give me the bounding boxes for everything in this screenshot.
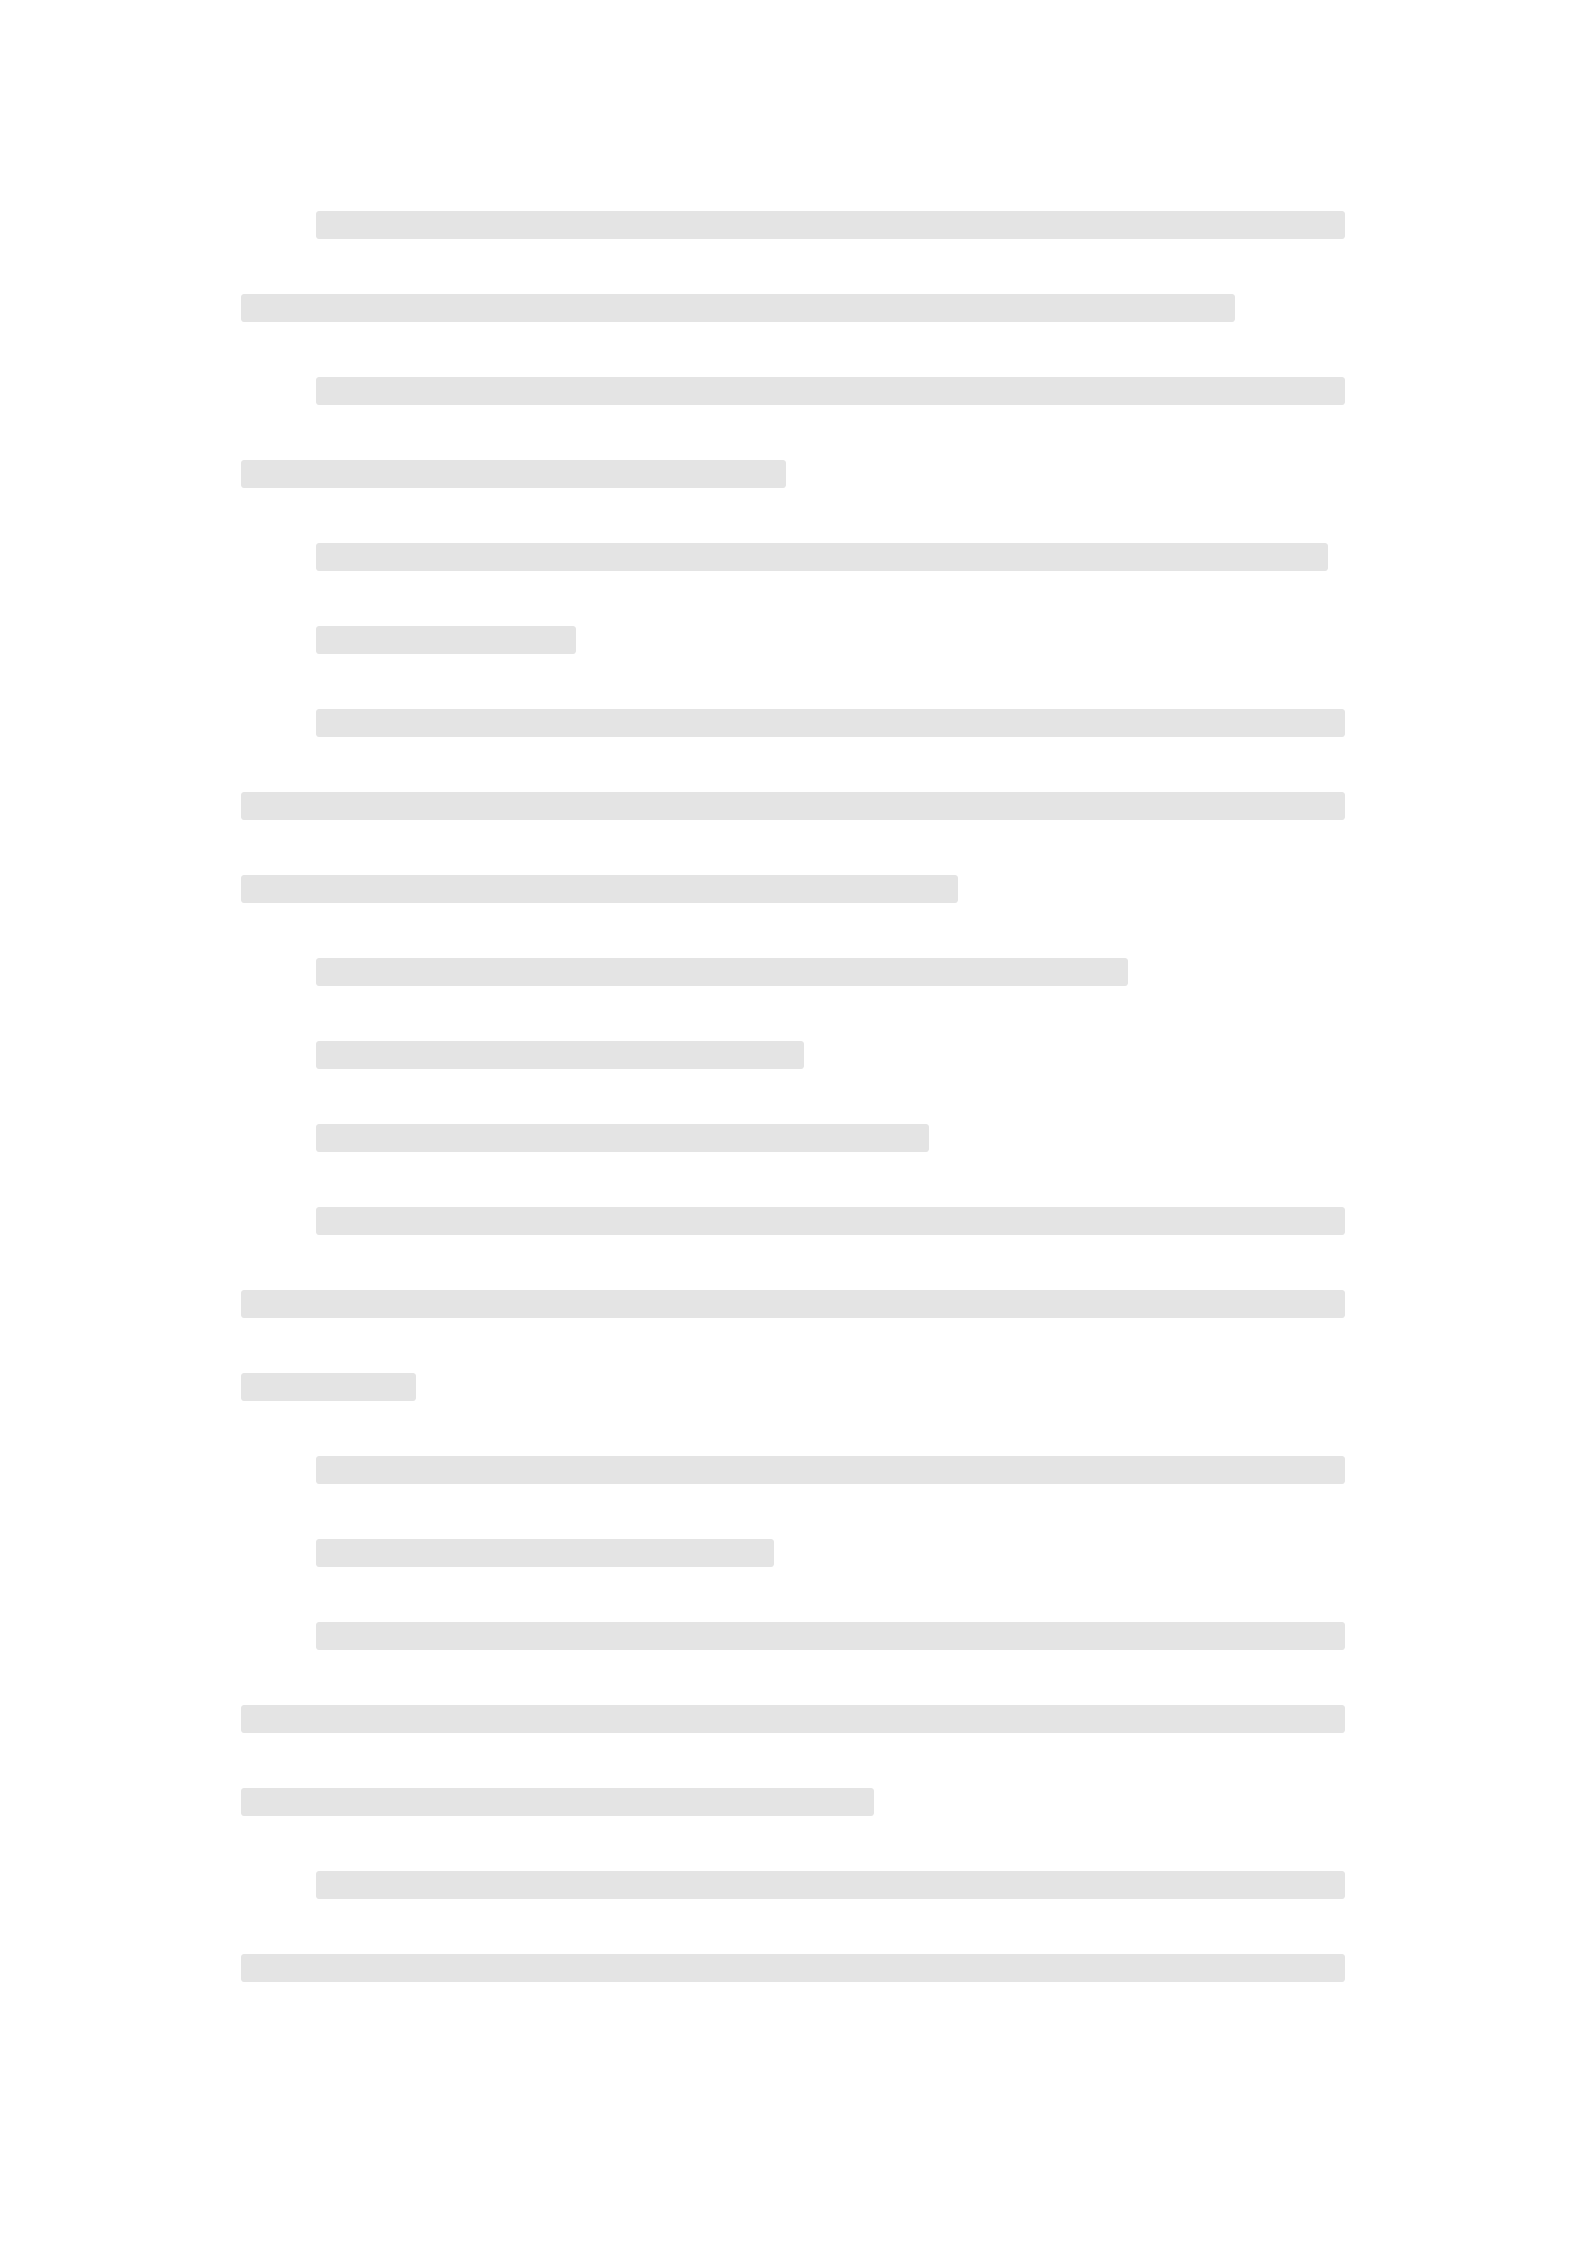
text-line-placeholder	[316, 211, 1345, 239]
text-line-placeholder	[316, 1871, 1345, 1899]
text-line-placeholder	[316, 377, 1345, 405]
text-line-placeholder	[241, 875, 958, 903]
text-line-placeholder	[316, 709, 1345, 737]
text-line-placeholder	[316, 1041, 804, 1069]
text-line-placeholder	[241, 1705, 1345, 1733]
text-line-placeholder	[316, 958, 1128, 986]
text-line-placeholder	[316, 543, 1328, 571]
text-line-placeholder	[241, 1788, 874, 1816]
text-line-placeholder	[316, 1539, 774, 1567]
text-line-placeholder	[241, 460, 786, 488]
text-line-placeholder	[241, 1954, 1345, 1982]
text-line-placeholder	[316, 1456, 1345, 1484]
text-line-placeholder	[316, 626, 576, 654]
text-line-placeholder	[316, 1124, 929, 1152]
text-line-placeholder	[241, 294, 1235, 322]
text-line-placeholder	[316, 1207, 1345, 1235]
text-line-placeholder	[241, 792, 1345, 820]
text-line-placeholder	[241, 1290, 1345, 1318]
text-line-placeholder	[316, 1622, 1345, 1650]
text-line-placeholder	[241, 1373, 416, 1401]
